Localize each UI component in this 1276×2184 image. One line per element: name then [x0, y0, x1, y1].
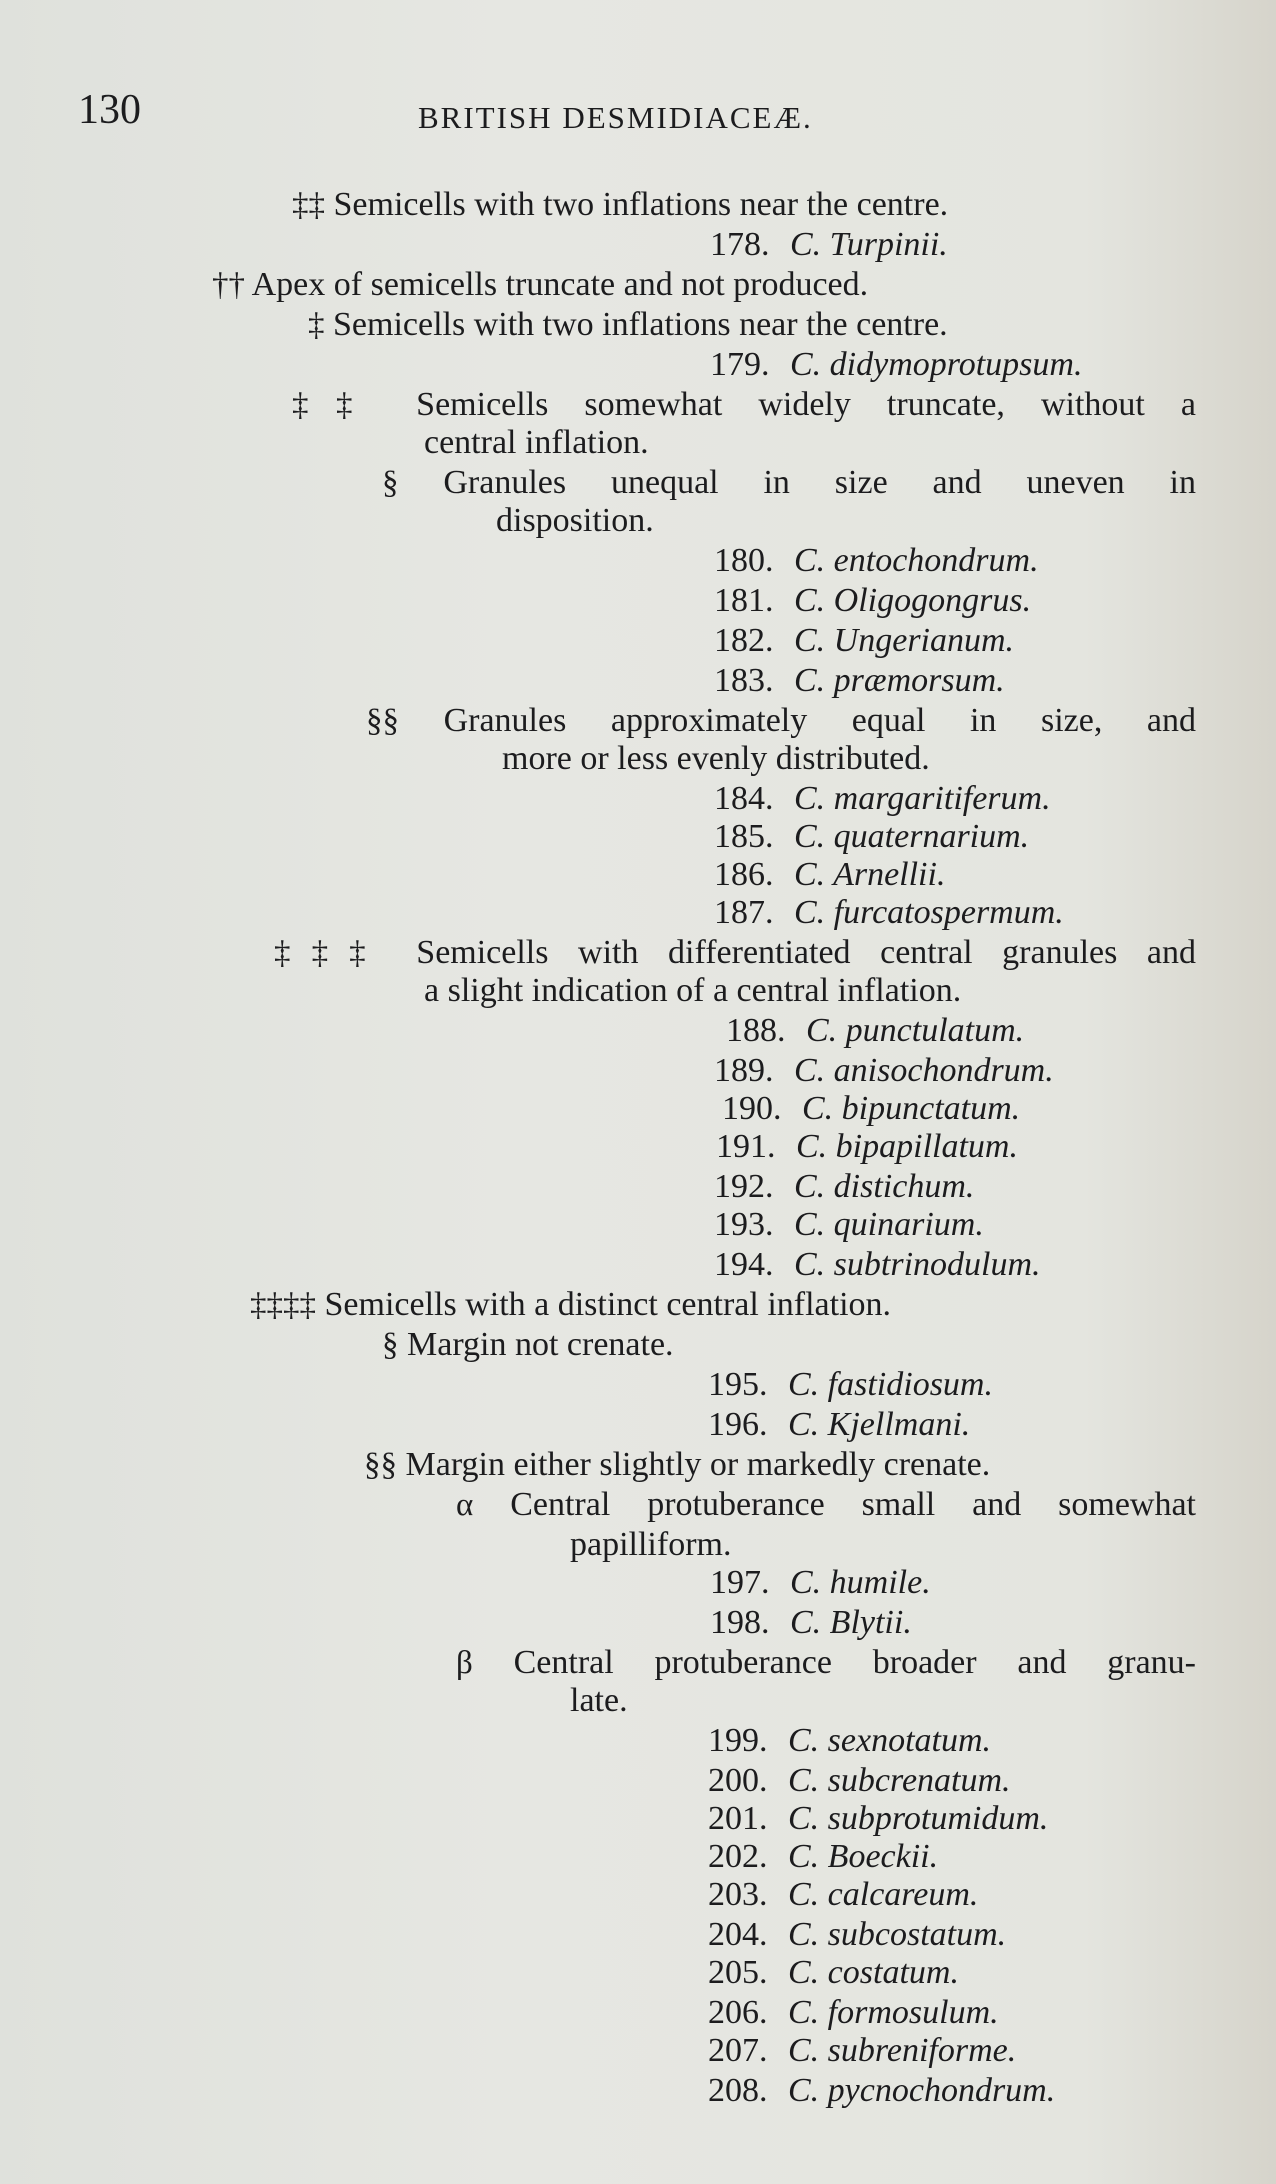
double-dagger-mark: ‡‡: [292, 187, 325, 223]
species-name: C. didymoprotupsum.: [790, 346, 1083, 383]
key-line: [292, 186, 948, 224]
species-number: 200.: [708, 1762, 768, 1799]
species-number: 206.: [708, 1994, 768, 2031]
species-entry: [708, 1876, 978, 1914]
species-number: 187.: [714, 894, 774, 931]
species-entry: [716, 1128, 1018, 1166]
species-name: C. humile.: [790, 1564, 931, 1601]
species-entry: [714, 582, 1031, 620]
species-name: C. Turpinii.: [790, 226, 948, 263]
species-number: 190.: [722, 1090, 782, 1127]
alpha-mark: α: [456, 1487, 474, 1523]
double-dagger-mark: ‡‡: [292, 387, 381, 423]
dagger-mark: ‡: [308, 307, 325, 343]
species-entry: [708, 1406, 970, 1444]
species-entry: [714, 542, 1039, 580]
species-entry: [710, 1564, 931, 1602]
species-entry: [726, 1012, 1024, 1050]
species-number: 207.: [708, 2032, 768, 2069]
species-entry: [708, 1838, 938, 1876]
species-name: C. subcrenatum.: [788, 1762, 1011, 1799]
species-entry: [708, 1800, 1048, 1838]
species-number: 195.: [708, 1366, 768, 1403]
triple-dagger-mark: ‡‡‡: [274, 935, 387, 971]
key-line-continued: more or less evenly distributed.: [502, 740, 930, 777]
section-mark: §§: [366, 703, 399, 739]
species-entry: [714, 780, 1051, 818]
species-name: C. subprotumidum.: [788, 1800, 1049, 1837]
key-line: [250, 1286, 891, 1324]
species-entry: [714, 894, 1064, 932]
section-mark: §§: [364, 1447, 397, 1483]
species-entry: [708, 1916, 1006, 1954]
key-line: [212, 266, 868, 304]
species-number: 186.: [714, 856, 774, 893]
key-text: Central protuberance small and somewhat: [510, 1486, 1197, 1523]
species-number: 179.: [710, 346, 770, 383]
species-name: C. bipapillatum.: [796, 1128, 1018, 1165]
key-line: [382, 1326, 674, 1364]
species-name: C. Oligogongrus.: [794, 582, 1032, 619]
key-line: [292, 386, 1196, 424]
species-number: 197.: [710, 1564, 770, 1601]
key-line-continued: late.: [570, 1682, 628, 1719]
species-name: C. subreniforme.: [788, 2032, 1017, 2069]
key-text: Apex of semicells truncate and not produced.: [251, 266, 869, 303]
species-name: C. furcatospermum.: [794, 894, 1064, 931]
key-line: [364, 1446, 990, 1484]
key-line: [382, 464, 1196, 502]
key-line-continued: a slight indication of a central inflation.: [424, 972, 962, 1009]
species-number: 184.: [714, 780, 774, 817]
species-name: C. Ungerianum.: [794, 622, 1015, 659]
species-name: C. formosulum.: [788, 1994, 999, 2031]
species-entry: [710, 1604, 912, 1642]
species-number: 189.: [714, 1052, 774, 1089]
species-entry: [708, 2072, 1055, 2110]
key-line: [366, 702, 1196, 740]
species-name: C. Kjellmani.: [788, 1406, 971, 1443]
species-name: C. calcareum.: [788, 1876, 979, 1913]
quadruple-dagger-mark: ‡‡‡‡: [250, 1287, 316, 1323]
species-number: 183.: [714, 662, 774, 699]
species-entry: [714, 1168, 974, 1206]
species-entry: [708, 2032, 1016, 2070]
key-text: Semicells somewhat widely truncate, without a: [416, 386, 1197, 423]
page-number: 130: [78, 87, 141, 133]
section-mark: §: [382, 1327, 399, 1363]
species-entry: [708, 1722, 991, 1760]
key-line-continued: papilliform.: [570, 1526, 732, 1563]
key-text: Margin not crenate.: [407, 1326, 674, 1363]
species-entry: [708, 1762, 1011, 1800]
species-number: 185.: [714, 818, 774, 855]
species-name: C. margaritiferum.: [794, 780, 1051, 817]
species-entry: [722, 1090, 1020, 1128]
species-entry: [708, 1954, 959, 1992]
species-entry: [714, 1246, 1041, 1284]
species-number: 208.: [708, 2072, 768, 2109]
species-number: 205.: [708, 1954, 768, 1991]
species-number: 196.: [708, 1406, 768, 1443]
species-number: 188.: [726, 1012, 786, 1049]
species-name: C. subcostatum.: [788, 1916, 1007, 1953]
species-name: C. distichum.: [794, 1168, 975, 1205]
species-number: 178.: [710, 226, 770, 263]
species-name: C. præmorsum.: [794, 662, 1005, 699]
key-text: Semicells with differentiated central granules and: [416, 934, 1197, 971]
species-number: 201.: [708, 1800, 768, 1837]
species-entry: [708, 1994, 999, 2032]
species-name: C. Arnellii.: [794, 856, 946, 893]
species-number: 198.: [710, 1604, 770, 1641]
species-name: C. anisochondrum.: [794, 1052, 1054, 1089]
species-number: 180.: [714, 542, 774, 579]
species-number: 202.: [708, 1838, 768, 1875]
key-line: [308, 306, 948, 344]
species-name: C. quinarium.: [794, 1206, 984, 1243]
species-number: 203.: [708, 1876, 768, 1913]
species-entry: [714, 1206, 984, 1244]
key-text: Semicells with a distinct central inflation.: [324, 1286, 892, 1323]
species-number: 192.: [714, 1168, 774, 1205]
key-text: Margin either slightly or markedly crenate.: [405, 1446, 991, 1483]
key-line: [274, 934, 1196, 972]
species-name: C. fastidiosum.: [788, 1366, 993, 1403]
species-name: C. pycnochondrum.: [788, 2072, 1056, 2109]
species-entry: [714, 662, 1005, 700]
species-name: C. Boeckii.: [788, 1838, 939, 1875]
key-text: Semicells with two inflations near the centre.: [333, 186, 949, 223]
species-name: C. entochondrum.: [794, 542, 1039, 579]
species-name: C. bipunctatum.: [802, 1090, 1021, 1127]
species-number: 191.: [716, 1128, 776, 1165]
species-entry: [710, 226, 948, 264]
key-line-continued: central inflation.: [424, 424, 649, 461]
species-number: 199.: [708, 1722, 768, 1759]
species-name: C. Blytii.: [790, 1604, 912, 1641]
species-number: 181.: [714, 582, 774, 619]
key-text: Central protuberance broader and granu-: [513, 1644, 1197, 1681]
species-name: C. sexnotatum.: [788, 1722, 992, 1759]
key-line: [456, 1486, 1196, 1524]
key-line-continued: disposition.: [496, 502, 654, 539]
section-mark: §: [382, 465, 399, 501]
key-text: Granules unequal in size and uneven in: [443, 464, 1196, 501]
species-name: C. quaternarium.: [794, 818, 1030, 855]
running-title: BRITISH DESMIDIACEÆ.: [418, 100, 813, 135]
species-entry: [708, 1366, 993, 1404]
double-dagger-mark: ††: [212, 267, 245, 303]
species-name: C. subtrinodulum.: [794, 1246, 1041, 1283]
species-name: C. costatum.: [788, 1954, 959, 1991]
key-line: [456, 1644, 1196, 1682]
species-name: C. punctulatum.: [806, 1012, 1025, 1049]
species-entry: [710, 346, 1082, 384]
species-number: 182.: [714, 622, 774, 659]
species-entry: [714, 856, 945, 894]
beta-mark: β: [456, 1645, 473, 1681]
key-text: Granules approximately equal in size, and: [443, 702, 1197, 739]
species-number: 194.: [714, 1246, 774, 1283]
species-entry: [714, 1052, 1054, 1090]
species-entry: [714, 622, 1014, 660]
key-text: Semicells with two inflations near the centre.: [333, 306, 948, 343]
species-number: 193.: [714, 1206, 774, 1243]
species-entry: [714, 818, 1029, 856]
species-number: 204.: [708, 1916, 768, 1953]
